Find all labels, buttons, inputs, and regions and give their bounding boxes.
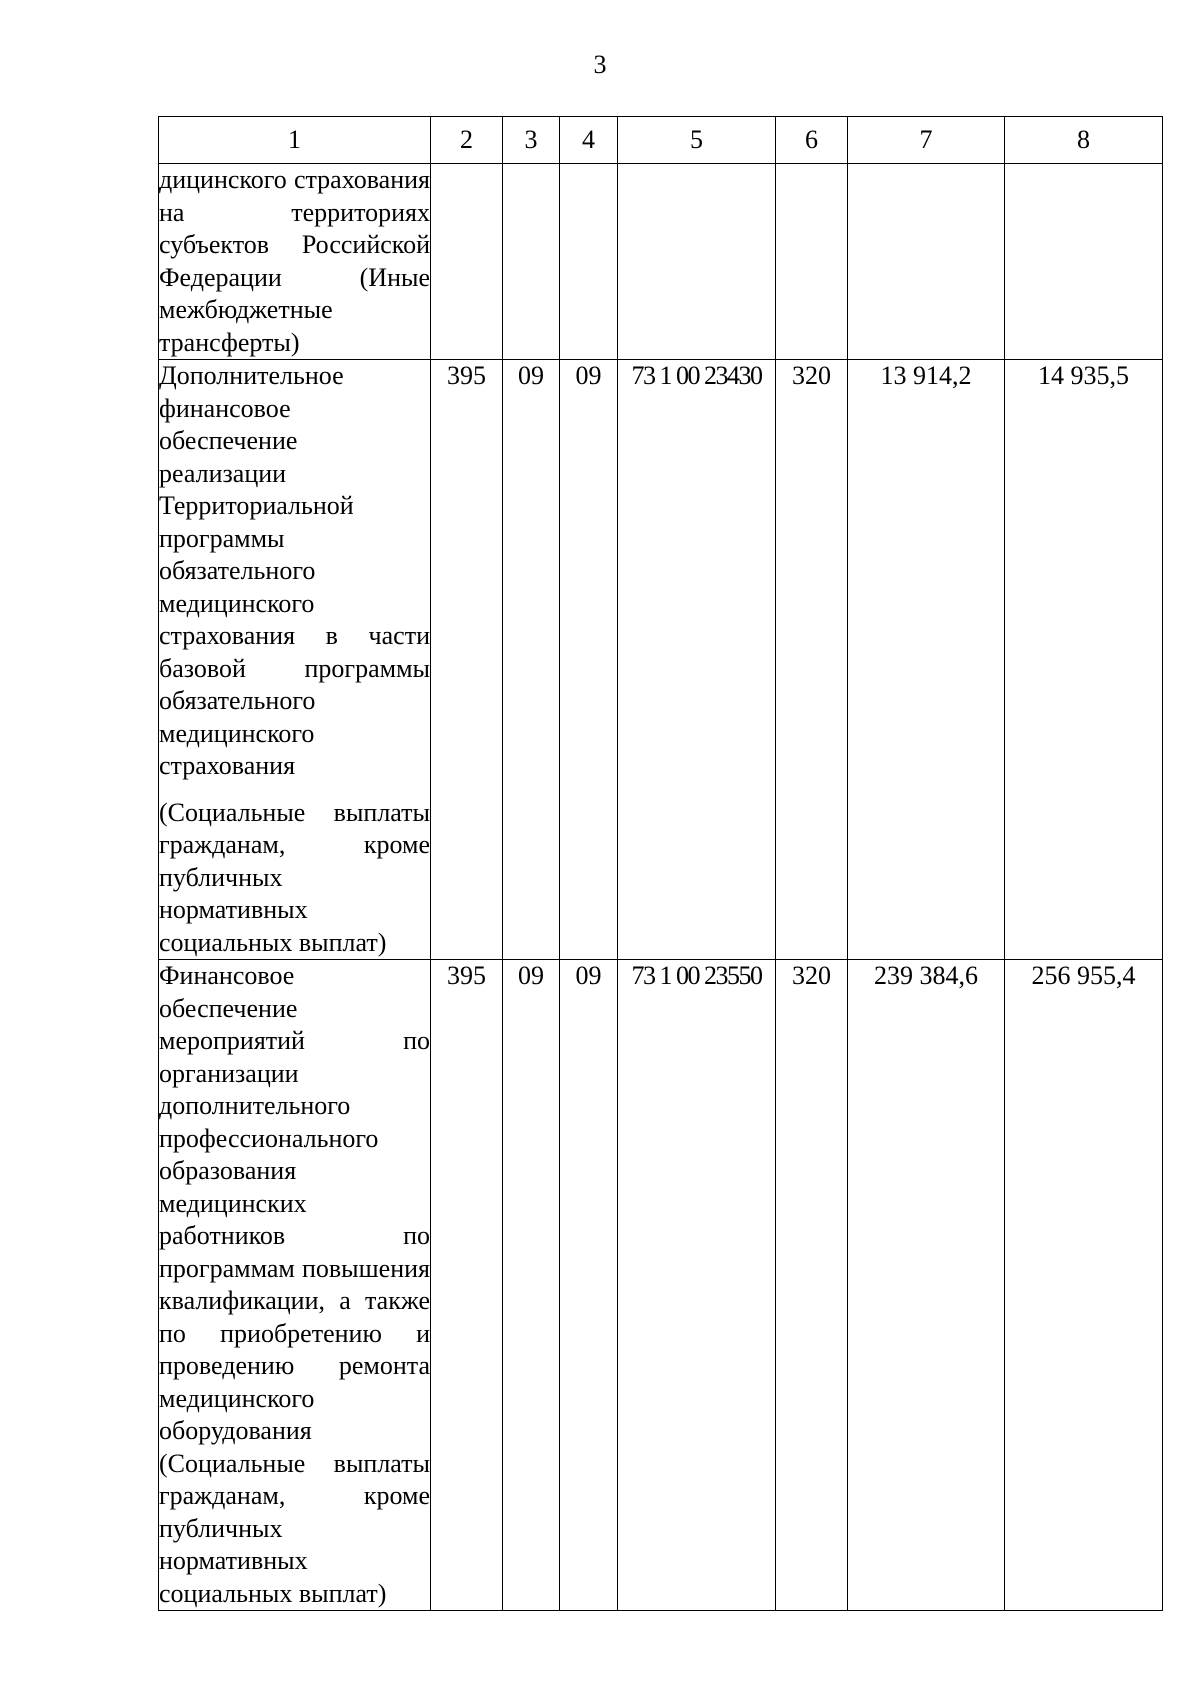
column-header: 6 xyxy=(776,117,848,164)
column-header: 3 xyxy=(503,117,560,164)
cell-col3: 09 xyxy=(503,960,560,1611)
table-row xyxy=(159,360,1163,960)
cell-col4: 09 xyxy=(560,960,618,1611)
cell-col2: 395 xyxy=(431,960,503,1611)
table-row xyxy=(159,960,1163,1611)
row-description xyxy=(159,164,431,360)
cell-col5 xyxy=(618,164,776,360)
cell-col7: 13 914,2 xyxy=(848,360,1005,960)
description-text: (Социальные выплаты гражданам, кроме публичных нормативных социальных выплат) xyxy=(159,797,430,957)
cell-col3 xyxy=(503,164,560,360)
cell-col2: 395 xyxy=(431,360,503,960)
cell-col7: 239 384,6 xyxy=(848,960,1005,1611)
description-text: Дополнительное финансовое обеспечение реализации Территориальной программы обязательного медицинского страхования в части базовой программы обязательного медицинского страхования xyxy=(159,361,430,780)
column-header: 8 xyxy=(1005,117,1163,164)
table-header-row xyxy=(159,117,1163,164)
table-row xyxy=(159,164,1163,360)
cell-col5: 73 1 00 23550 xyxy=(618,960,776,1611)
page-number: 3 xyxy=(593,50,607,79)
column-header: 7 xyxy=(848,117,1005,164)
column-header: 5 xyxy=(618,117,776,164)
cell-col2 xyxy=(431,164,503,360)
column-header: 4 xyxy=(560,117,618,164)
budget-table xyxy=(158,116,1163,1611)
description-text: Финансовое обеспечение мероприятий по организации дополнительного профессионального образования медицинских работников по программам повышения квалификации, а также по приобретению и проведению ремонта медицинского оборудования (Социальные выплаты гражданам, кроме публичных нормативных социальных выплат) xyxy=(159,961,430,1608)
cell-col4 xyxy=(560,164,618,360)
cell-col6: 320 xyxy=(776,960,848,1611)
cell-col6: 320 xyxy=(776,360,848,960)
cell-col7 xyxy=(848,164,1005,360)
cell-col4: 09 xyxy=(560,360,618,960)
row-description xyxy=(159,960,431,1611)
column-header: 2 xyxy=(431,117,503,164)
cell-col8: 14 935,5 xyxy=(1005,360,1163,960)
column-header: 1 xyxy=(159,117,431,164)
description-text: дицинского страхования на территориях субъектов Российской Федерации (Иные межбюджетные трансферты) xyxy=(159,165,430,357)
cell-col8 xyxy=(1005,164,1163,360)
cell-col5: 73 1 00 23430 xyxy=(618,360,776,960)
cell-col6 xyxy=(776,164,848,360)
cell-col3: 09 xyxy=(503,360,560,960)
cell-col8: 256 955,4 xyxy=(1005,960,1163,1611)
row-description xyxy=(159,360,431,960)
